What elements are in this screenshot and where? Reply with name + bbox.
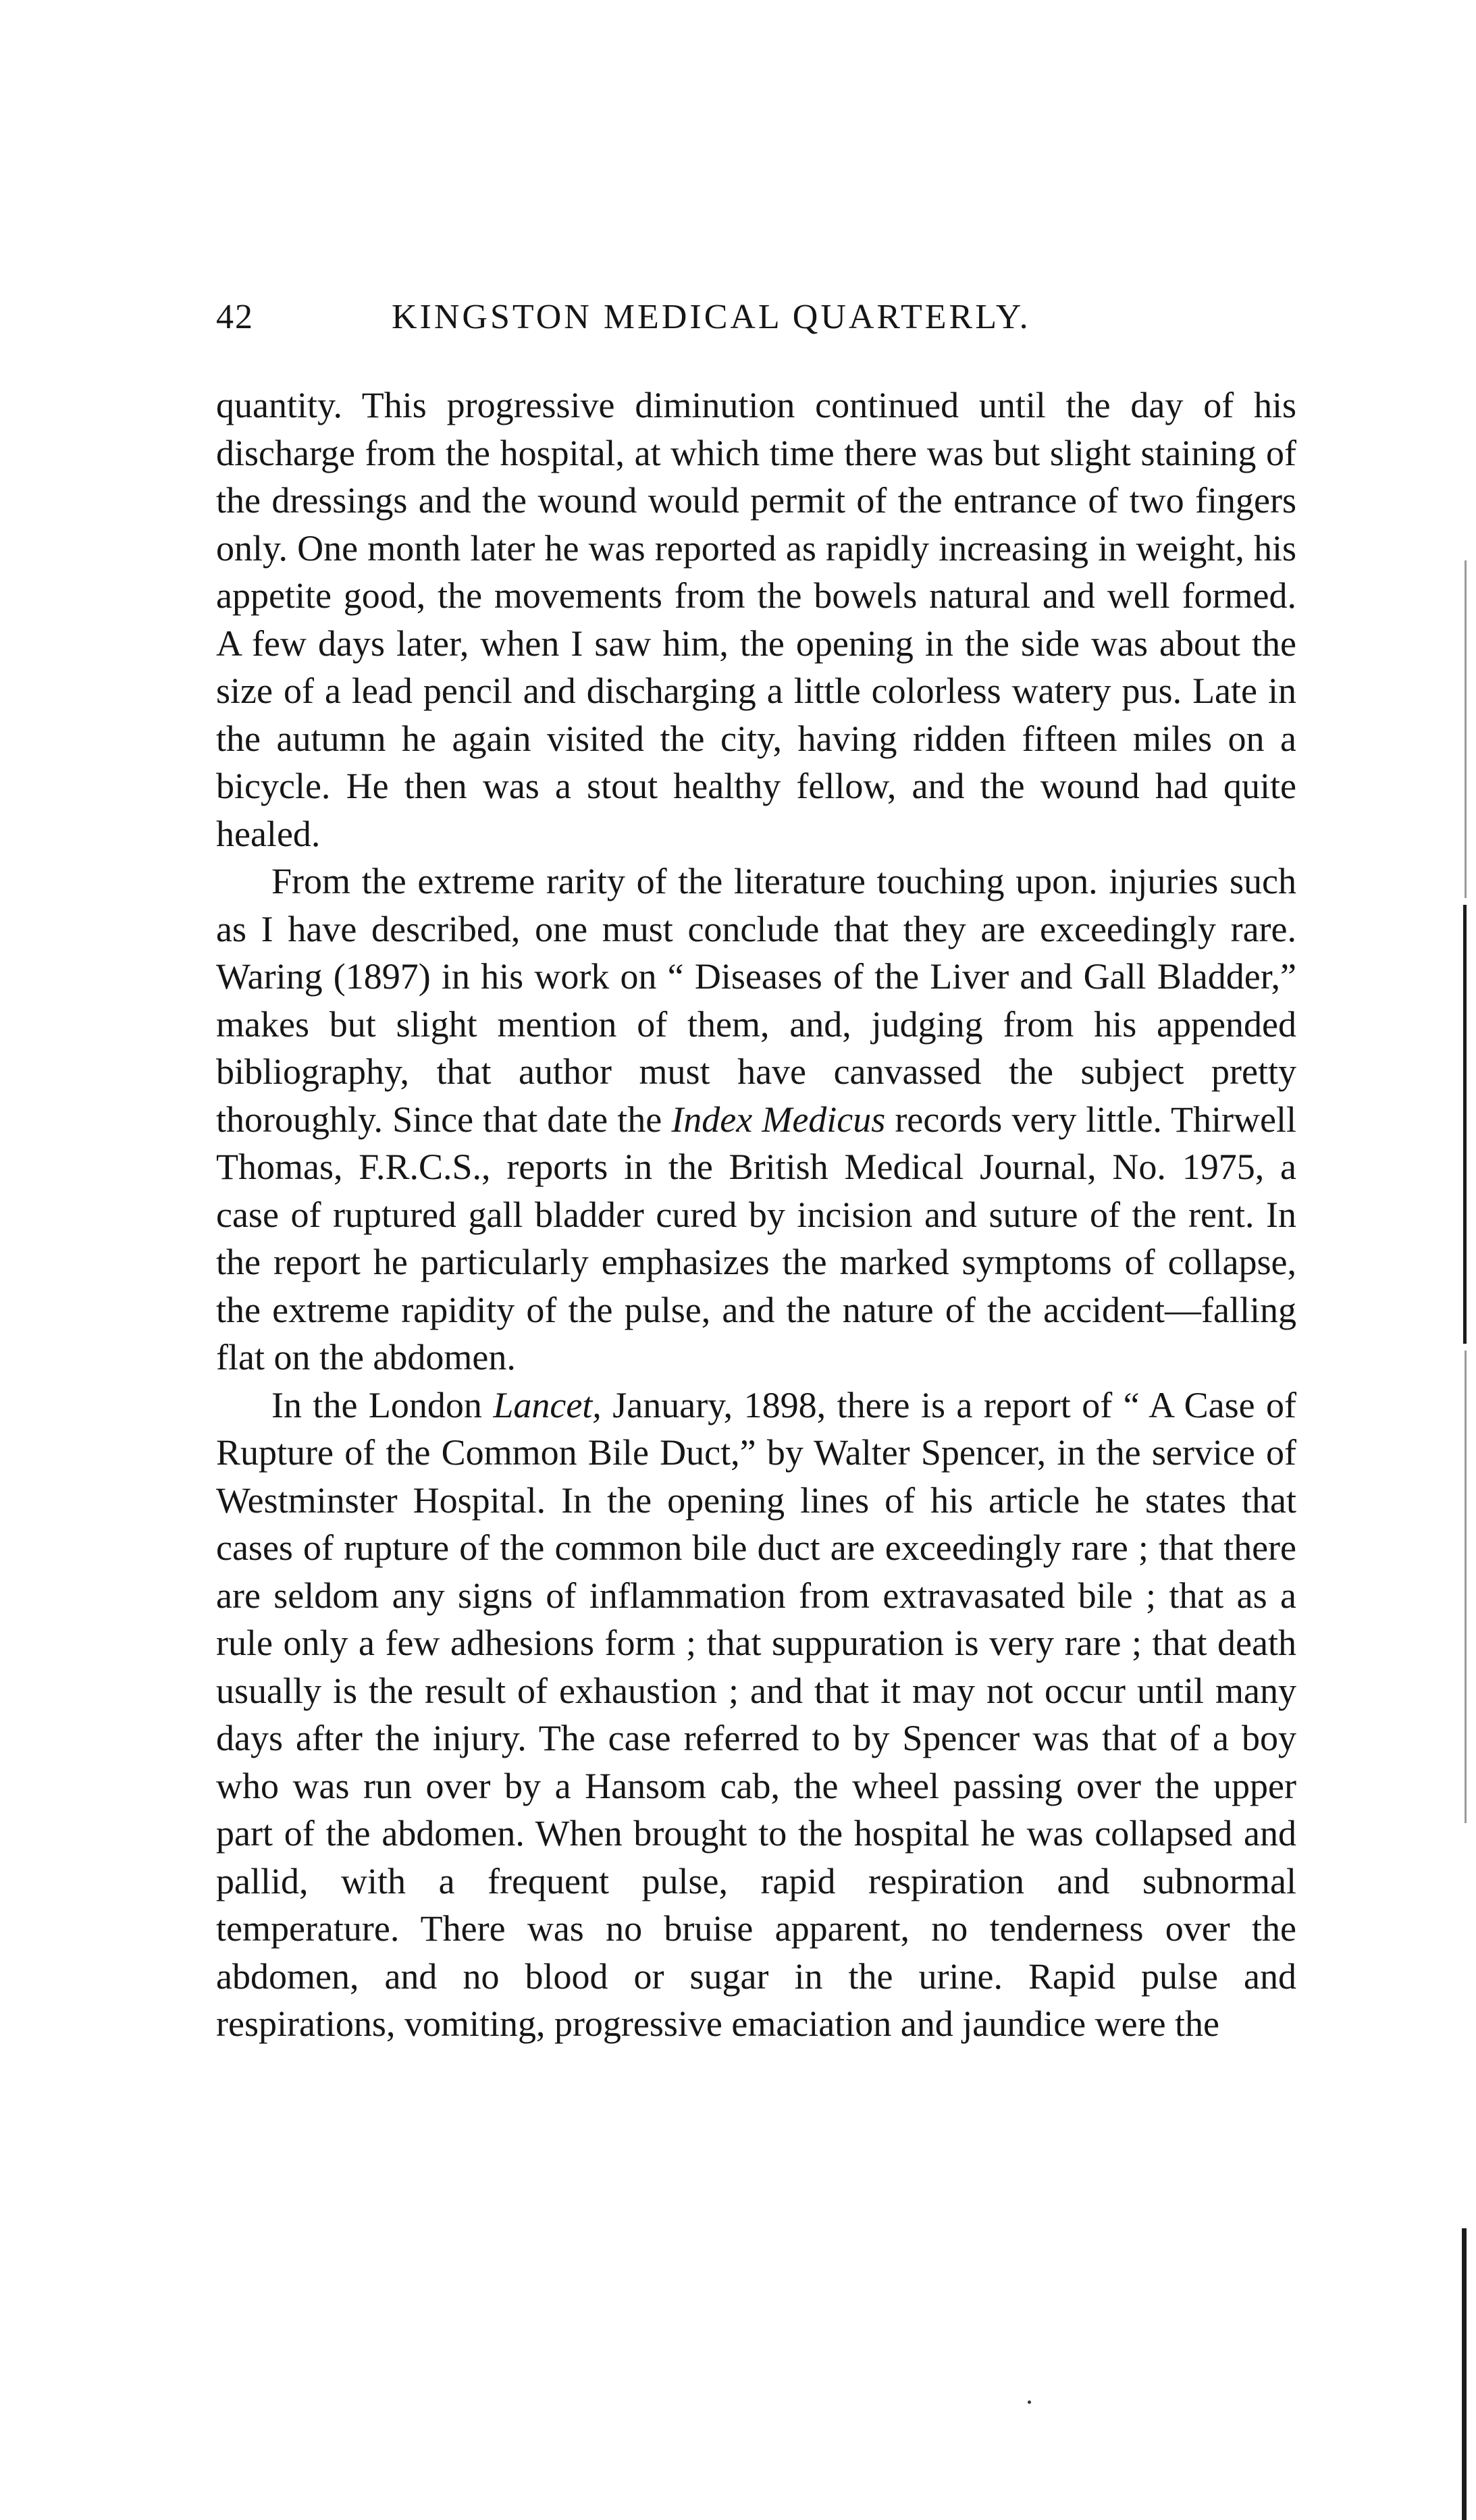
paragraph-text: January, 1898, there is a report of “ A Case of Rupture of the Common Bile Duct,” by Walter Spencer, in the service of Westminster Hospital. In the opening lines of his article he states that cases of rupture of the common bile duct are exceedingly rare ; that there are seldom any signs of inflammation from extravasated bile ; that as a rule only a few adhesions form ; that suppuration is very rare ; that death usually is the result of exhaustion ; and that it may not occur until many days after the injury. The case referred to by Spencer was that of a boy who was run over by a Hansom cab, the wheel passing over the upper part of the abdomen. When brought to the hospital he was collapsed and pallid, with a frequent pulse, rapid respiration and subnormal temperature. There was no bruise apparent, no tenderness over the abdomen, and no blood or sugar in the urine. Rapid pulse and respirations, vomiting, progressive emaciation and jaundice were the bbox=[216, 1384, 1296, 2044]
page-edge-rule-faint bbox=[1465, 560, 1467, 898]
paragraph-text: In the London bbox=[271, 1384, 494, 1425]
paragraph-2 bbox=[216, 858, 1296, 1382]
italic-title: Lancet, bbox=[493, 1384, 602, 1425]
paragraph-text: From the extreme rarity of the literature touching upon. injuries such as I have described, one must conclude that they are exceedingly rare. Waring (1897) in his work on “ Diseases of the Liver and Gall Bladder,” makes but slight mention of them, and, judging from his appended bibliography, that author must have canvassed the subject pretty thoroughly. Since that date the bbox=[216, 861, 1296, 1140]
page-number: 42 bbox=[216, 298, 254, 336]
italic-title: Index Medicus bbox=[671, 1099, 886, 1140]
paragraph-text: quantity. This progressive diminution continued until the day of his discharge from the hospital, at which time there was but slight staining of the dressings and the wound would permit of the entrance of two fingers only. One month later he was reported as rapidly increasing in weight, his appetite good, the movements from the bowels natural and well formed. A few days later, when I saw him, the opening in the side was about the size of a lead pencil and discharging a little colorless watery pus. Late in the autumn he again visited the city, having ridden fifteen miles on a bicycle. He then was a stout healthy fellow, and the wound had quite healed. bbox=[216, 385, 1296, 854]
page-edge-rule-upper bbox=[1463, 905, 1467, 1344]
stray-ink-dot bbox=[1028, 2400, 1031, 2404]
running-head: KINGSTON MEDICAL QUARTERLY. bbox=[392, 298, 1031, 336]
body-text bbox=[216, 382, 1296, 2048]
paragraph-3 bbox=[216, 1382, 1296, 2048]
page-edge-rule-lower bbox=[1462, 2228, 1467, 2520]
page-header bbox=[216, 297, 1296, 358]
paragraph-text: records very little. Thirwell Thomas, F.R.C.S., reports in the British Medical Journal, No. 1975, a case of ruptured gall bladder cured by incision and suture of the rent. In the report he particularly emphasizes the marked symptoms of collapse, the extreme rapidity of the pulse, and the nature of the accident—falling flat on the abdomen. bbox=[216, 1099, 1296, 1377]
page-edge-rule-middle bbox=[1465, 1350, 1467, 1823]
paragraph-1 bbox=[216, 382, 1296, 858]
